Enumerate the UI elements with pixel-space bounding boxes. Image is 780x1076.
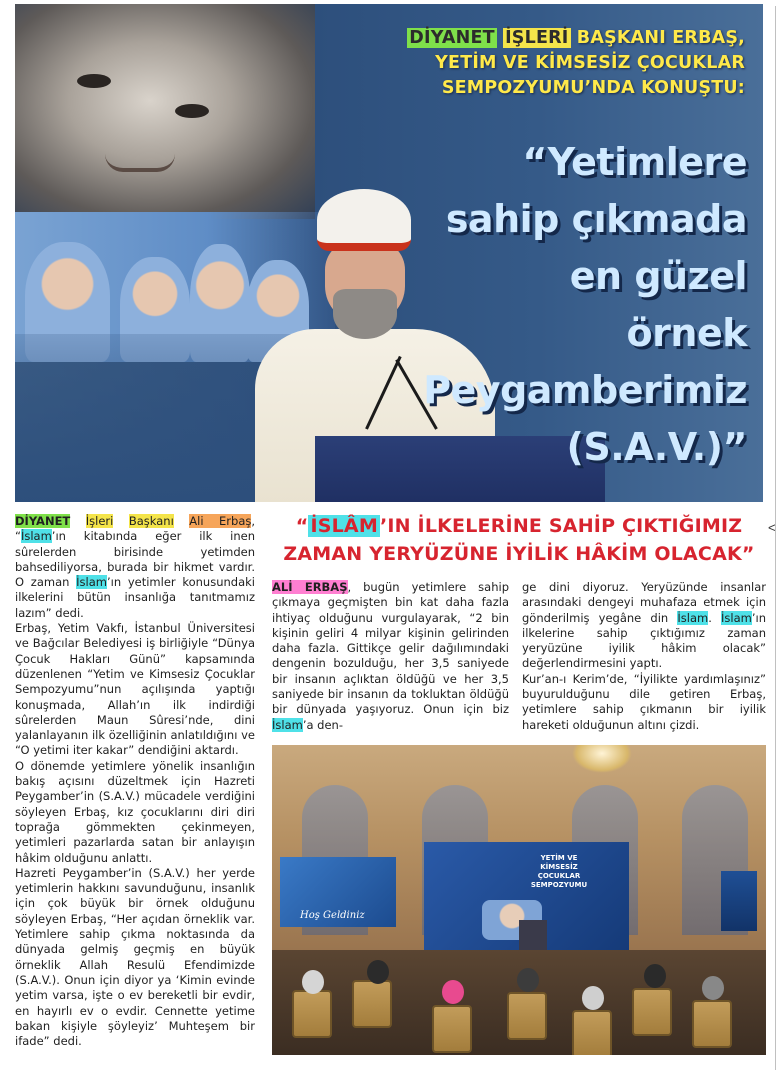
paragraph-intro: DİYANET İşleri Başkanı Ali Erbaş, “İslam’ın kitabında eğer ilk inen sûrelerden birisinde yetimden bahsediliyorsa, burada bir hikmet vardır. O zaman İslam’ın yetimler konusundaki ilkelerini bütün insanlığa tanıtmamız lazım” dedi. <box>15 514 256 620</box>
article-middle-column: ALİ ERBAŞ, bugün yetimlere sahip çıkmaya geçmişten bin kat daha fazla ihtiyaç olduğunu vurgulayarak, “2 bin kişinin geliri 4 milyar kişinin gelirinden daha fazla. Gittikçe gelir dağılımındaki dengenin bozulduğu, her 3,5 saniyede bir insanın açlıktan öldüğü ve her 3,5 saniyede bir insanın da tokluktan öldüğü bir dünyada yaşıyoruz. Onun için biz İslam’a den- <box>272 580 509 732</box>
main-stage-screen: YETİM VE KİMSESİZ ÇOCUKLAR SEMPOZYUMU <box>424 842 629 952</box>
paragraph-3: O dönemde yetimlere yönelik insanlığın bakış açısını düzeltmek için Hazreti Peygamber’in (S.A.V.) mücadele verdiğini söyleyen Erbaş, kız çocuklarını diri diri toprağa gömmekten çekinmeyen, yetimleri pazarlarda satan bir anlayışın hâkim olduğunu anlattı. <box>15 758 255 865</box>
chandelier-icon <box>572 745 632 773</box>
page-edge-line <box>775 6 776 1070</box>
child-portrait-image <box>15 4 315 219</box>
side-screen: Hoş Geldiniz <box>280 857 396 927</box>
symposium-hall-photo <box>272 745 766 1055</box>
side-arrow-mark: < <box>768 520 776 535</box>
speaker-name-highlight: ALİ ERBAŞ <box>272 580 348 594</box>
brand-highlight: DİYANET <box>409 28 495 48</box>
paragraph-4: Hazreti Peygamber’in (S.A.V.) her yerde yetimlerin hakkını savunduğunu, insanlık için çok büyük bir örnek olduğunu söyleyen Erbaş, “Her açıdan örneklik var. Yetimlere sahip çıkma noktasında da dünyada gelmiş geçmiş en büyük örneklik Allah Resulü Efendimizde (S.A.V.). Onun için diyor ya ‘Kimin evinde yetim varsa, işte o ev bereketli bir evdir, en hayırlı ev o evdir. Cennette yetime bakan kişiyle şöyleyiz’ Muhteşem bir ifade” dedi. <box>15 865 255 1049</box>
article-left-column <box>15 514 255 1049</box>
article-right-column: ge dini diyoruz. Yeryüzünde insanlar arasındaki dengeyi muhafaza etmek için gönderilmiş yegâne din İslam. İslam’ın ilkelerine sahip çıktığımız zaman yeryüzüne iyilik hâkim olacak” değerlendirmesini yaptı. Kur’an-ı Kerim’de, “İyilikte yardımlaşınız” buyurulduğunu dile getiren Erbaş, yetimlere sahip çıkmanın bir iyilik hareketi olduğunun altını çizdi. <box>522 580 766 732</box>
hero-headline: DİYANET İŞLERİ BAŞKANI ERBAŞ, YETİM VE KİMSESİZ ÇOCUKLAR SEMPOZYUMU’NDA KONUŞTU: <box>409 28 745 98</box>
paragraph-2: Erbaş, Yetim Vakfı, İstanbul Üniversitesi ve Bağcılar Belediyesi iş birliğiyle “Dünya Çocuk Hakları Günü” kapsamında düzenlenen “Yetim ve Kimsesiz Çocuklar Sempozyumu”nun açılışında yaptığı konuşmada, Allah’ın ilk indirdiği sûrelerden Maun Sûresi’nde, dini yalanlayanın ilk özelliğinin anlatıldığını ve “O yetimi iter kakar” dendiğini aktardı. <box>15 621 255 758</box>
hero-banner <box>15 4 763 502</box>
banner-stand <box>721 871 757 931</box>
section-subheadline: “ İSLÂM ’IN İLKELERİNE SAHİP ÇIKTIĞIMIZ ZAMAN YERYÜZÜNE İYİLİK HÂKİM OLACAK” <box>283 515 755 565</box>
hero-quote: “Yetimlere sahip çıkmada en güzel örnek Peygamberimiz (S.A.V.)” <box>423 140 747 469</box>
audience <box>272 950 766 1055</box>
